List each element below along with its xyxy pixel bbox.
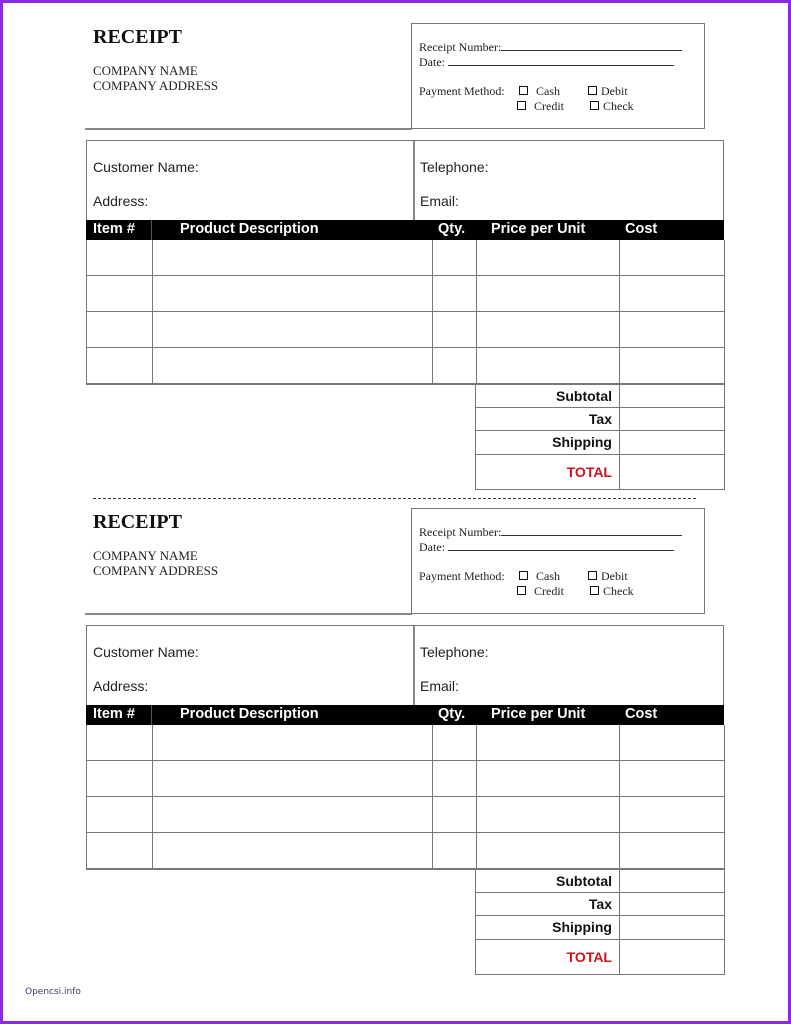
receipt-number-label: Receipt Number:	[419, 40, 502, 54]
column-separator	[151, 705, 152, 725]
column-header-cost: Cost	[625, 706, 658, 722]
date-field[interactable]	[419, 54, 674, 70]
items-table-body	[86, 725, 725, 870]
email-field[interactable]: Email:	[420, 678, 459, 694]
items-table-header	[86, 220, 724, 240]
cut-line-divider	[93, 498, 696, 499]
receipt-info-box	[411, 508, 705, 614]
table-row[interactable]	[87, 832, 724, 833]
date-label: Date:	[419, 55, 445, 69]
table-row[interactable]	[87, 760, 724, 761]
watermark: Opencsi.info	[25, 987, 81, 997]
totals-row-subtotal[interactable]	[476, 384, 724, 408]
column-header-cost: Cost	[625, 221, 658, 237]
payment-option-check[interactable]: Check	[590, 584, 634, 599]
telephone-field[interactable]: Telephone:	[420, 159, 489, 175]
items-table-header	[86, 705, 724, 725]
table-row[interactable]	[87, 275, 724, 276]
subtotal-label: Subtotal	[556, 873, 612, 889]
payment-option-cash[interactable]: Cash	[519, 84, 560, 99]
company-block	[93, 548, 218, 578]
shipping-label: Shipping	[552, 919, 612, 935]
shipping-label: Shipping	[552, 434, 612, 450]
checkbox-icon[interactable]	[590, 101, 599, 110]
receipt-title: RECEIPT	[93, 26, 182, 48]
totals-table	[475, 384, 725, 490]
checkbox-icon[interactable]	[517, 586, 526, 595]
totals-row-total[interactable]	[476, 939, 724, 975]
table-row[interactable]	[87, 311, 724, 312]
payment-method-label: Payment Method:	[419, 84, 505, 98]
checkbox-icon[interactable]	[517, 101, 526, 110]
receipt-number-field[interactable]	[419, 39, 682, 55]
column-header-price: Price per Unit	[491, 706, 586, 722]
payment-option-credit[interactable]: Credit	[517, 99, 564, 114]
column-header-item: Item #	[93, 221, 135, 237]
customer-box-divider	[413, 141, 415, 221]
checkbox-icon[interactable]	[590, 586, 599, 595]
column-header-price: Price per Unit	[491, 221, 586, 237]
header-rule	[85, 613, 412, 615]
column-header-qty: Qty.	[438, 221, 466, 237]
totals-row-shipping[interactable]	[476, 915, 724, 939]
telephone-field[interactable]: Telephone:	[420, 644, 489, 660]
company-block	[93, 63, 218, 93]
customer-name-field[interactable]: Customer Name:	[93, 644, 199, 660]
company-address: COMPANY ADDRESS	[93, 78, 219, 93]
payment-option-debit[interactable]: Debit	[588, 84, 628, 99]
receipt-info-box	[411, 23, 705, 129]
receipt-2	[0, 500, 791, 985]
customer-info-box	[86, 625, 724, 706]
customer-box-divider	[413, 626, 415, 706]
column-header-description: Product Description	[180, 221, 319, 237]
address-field[interactable]: Address:	[93, 678, 149, 694]
receipt-number-label: Receipt Number:	[419, 525, 502, 539]
tax-label: Tax	[588, 896, 612, 912]
email-field[interactable]: Email:	[420, 193, 459, 209]
company-name: COMPANY NAME	[93, 548, 198, 563]
totals-row-subtotal[interactable]	[476, 869, 724, 893]
totals-table	[475, 869, 725, 975]
payment-option-check[interactable]: Check	[590, 99, 634, 114]
column-header-qty: Qty.	[438, 706, 466, 722]
totals-row-tax[interactable]	[476, 407, 724, 431]
company-address: COMPANY ADDRESS	[93, 563, 219, 578]
table-row[interactable]	[87, 796, 724, 797]
table-row[interactable]	[87, 347, 724, 348]
totals-row-tax[interactable]	[476, 892, 724, 916]
company-name: COMPANY NAME	[93, 63, 198, 78]
customer-info-box	[86, 140, 724, 221]
payment-option-credit[interactable]: Credit	[517, 584, 564, 599]
date-field[interactable]	[419, 539, 674, 555]
receipt-title: RECEIPT	[93, 511, 182, 533]
totals-row-shipping[interactable]	[476, 430, 724, 454]
total-label: TOTAL	[566, 464, 612, 480]
checkbox-icon[interactable]	[519, 86, 528, 95]
checkbox-icon[interactable]	[588, 86, 597, 95]
header-rule	[85, 128, 412, 130]
payment-method-label: Payment Method:	[419, 569, 505, 583]
payment-option-debit[interactable]: Debit	[588, 569, 628, 584]
address-field[interactable]: Address:	[93, 193, 149, 209]
payment-option-cash[interactable]: Cash	[519, 569, 560, 584]
checkbox-icon[interactable]	[588, 571, 597, 580]
totals-row-total[interactable]	[476, 454, 724, 490]
total-label: TOTAL	[566, 949, 612, 965]
column-separator	[151, 220, 152, 240]
tax-label: Tax	[588, 411, 612, 427]
receipt-1	[0, 15, 791, 500]
receipt-number-field[interactable]	[419, 524, 682, 540]
column-header-item: Item #	[93, 706, 135, 722]
date-label: Date:	[419, 540, 445, 554]
customer-name-field[interactable]: Customer Name:	[93, 159, 199, 175]
subtotal-label: Subtotal	[556, 388, 612, 404]
checkbox-icon[interactable]	[519, 571, 528, 580]
column-header-description: Product Description	[180, 706, 319, 722]
items-table-body	[86, 240, 725, 385]
